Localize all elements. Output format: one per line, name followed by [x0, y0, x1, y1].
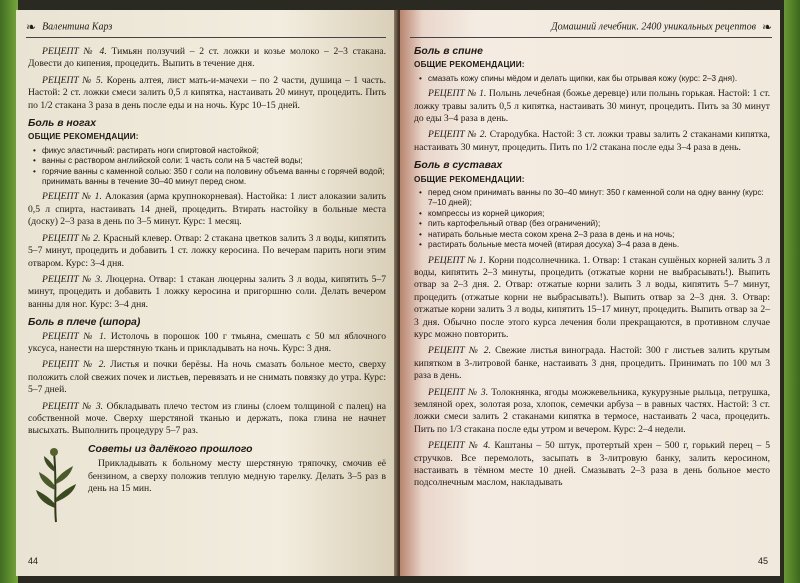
recipe-paragraph [28, 233, 386, 270]
section-heading-legs: Боль в ногах [28, 118, 96, 130]
ornament-icon: ❧ [761, 20, 772, 34]
recipe-paragraph [28, 274, 386, 311]
list-item: • горячие ванны с каменной солью: 350 г соли на половину объема ванны с горячей водой; принимать ванны в течение 30–40 минут перед сном. [28, 167, 386, 188]
recipe-text: Тимьян ползучий – 2 ст. ложки и козье молоко – 2–3 стакана. Довести до кипения, процедить. Выпить в течение дня. [28, 46, 386, 70]
ornament-icon: ❧ [26, 20, 37, 34]
recipe-paragraph [28, 331, 386, 356]
list-item: • ванны с раствором английской соли: 1 часть соли на 5 частей воды; [28, 156, 386, 166]
recipe-paragraph [414, 255, 770, 342]
section-heading-joints: Боль в суставах [414, 160, 503, 172]
recipe-label: РЕЦЕПТ № 3. [42, 400, 104, 412]
left-running-header [26, 18, 386, 36]
recipe-text: Алоказия (арма крупнокорневая). Настойка: 1 лист алоказии залить 0,5 л спирта, настаивать 14 дней, процедить. Втирать настойку в больные места (доску) 2–3 раза в день по 3–5 минут. Курс: 1 месяц. [28, 191, 387, 228]
recipe-text: Листья и почки берёзы. На ночь смазать больное место, сверху положить слой свежих почек и листьев, перевязать и не снимать повязку до утра. Курс: 5–7 дней. [28, 359, 387, 396]
recommendations-list [414, 188, 770, 250]
recipe-label: РЕЦЕПТ № 3. [428, 386, 489, 398]
left-page-body [28, 46, 386, 499]
recipe-label: РЕЦЕПТ № 4. [42, 46, 107, 57]
recommendations-list [414, 74, 770, 84]
recipe-text: Люцерна. Отвар: 1 стакан люцерны залить 3 л воды, кипятить 5–7 минут, процедить и добавить 1 ложку керосина и пригоршню соли. Делать вечером ванны для ног. Курс: 3–4 дня. [28, 273, 387, 310]
recipe-text: Красный клевер. Отвар: 2 стакана цветков залить 3 л воды, кипятить 5–7 минут, процедить и добавить 1 ст. ложку керосина. По вечерам парить ноги этим отваром. Курс: 3–4 дня. [28, 232, 386, 269]
recipe-text: Стародубка. Настой: 3 ст. ложки травы залить 2 стаканами кипятка, настаивать 30 минут, процедить. Пить по 1/2 стакана после еды 3–4 раза в день. [414, 129, 771, 153]
list-item: • натирать больные места соком хрена 2–3 раза в день и на ночь; [414, 230, 770, 240]
recipe-label: РЕЦЕПТ № 2. [428, 129, 487, 141]
list-item: • пить картофельный отвар (без ограничений); [414, 219, 770, 229]
section-heading-back: Боль в спине [414, 46, 483, 57]
background-green-right [784, 0, 800, 583]
herb-plant-icon [30, 444, 82, 524]
recipe-text: Свежие листья винограда. Настой: 300 г листьев залить крутым кипятком в 3-литровой банке, настаивать 3 дня, процедить. Принимать по 100 мл 3 раза в день. [414, 345, 770, 382]
recipe-paragraph [28, 401, 386, 438]
general-recommendations-title: ОБЩИЕ РЕКОМЕНДАЦИИ: [414, 174, 525, 184]
general-recommendations-title: ОБЩИЕ РЕКОМЕНДАЦИИ: [28, 132, 139, 142]
recipe-paragraph [414, 345, 770, 382]
recipe-text: Обкладывать плечо тестом из глины (слоем толщиной с палец) на собственной моче. Сверху шерстяной тканью и держать, пока глина не начнет высыхать. Выполнить процедуру 5–7 раз. [28, 400, 386, 437]
recipe-label: РЕЦЕПТ № 1. [42, 191, 102, 203]
page-number: 45 [757, 556, 768, 566]
list-item: • перед сном принимать ванны по 30–40 минут: 350 г каменной соли на одну ванну (курс: 7–10 дней); [414, 188, 770, 209]
recipe-text: Каштаны – 50 штук, протертый хрен – 500 г, горький перец – 5 стручков. Все перемолоть, засыпать в 3-литровую банку, залить керосином, настаивать в тёмном месте 10 дней. Смазывать 2–3 раза в день больное место подсолнечным маслом, накладывать [414, 440, 770, 489]
recipe-label: РЕЦЕПТ № 1. [428, 88, 487, 100]
page-number: 44 [28, 556, 39, 566]
recipe-text: Истолочь в порошок 100 г тмьяна, смешать с 50 мл яблочного уксуса, нанести на шерстяную ткань и прикладывать на ночь. Курс: 3 дня. [28, 330, 387, 354]
right-page [400, 10, 780, 576]
recipe-label: РЕЦЕПТ № 1. [428, 254, 487, 266]
recipe-label: РЕЦЕПТ № 2. [42, 232, 101, 244]
recipe-text: Толокнянка, ягоды можжевельника, кукурузные рыльца, петрушка, земляной орех, золотая роза, хлопок, семечки арбуза – в равных частях. Настой: 3 ст. ложки смеси залить 2 стаканами кипятка в термосе, настаивать 2 часа, процедить. Пить по 1/3 стакана после еды утром и вечером. Курс: 2–4 недели. [414, 386, 771, 435]
recipe-paragraph [414, 387, 770, 437]
recipe-label: РЕЦЕПТ № 3. [42, 273, 103, 285]
recipe-label: РЕЦЕПТ № 1. [42, 330, 107, 342]
advice-box [28, 444, 386, 496]
list-item: • смазать кожу спины мёдом и делать щипки, как бы отрывая кожу (курс: 2–3 дня). [414, 74, 770, 84]
recipe-paragraph [28, 359, 386, 396]
recipe-text: Корни подсолнечника. 1. Отвар: 1 стакан сушёных корней залить 3 л воды, кипятить 2–3 минуты, процедить (отжатые корни не выбрасывать!). Выпить отвар за 2–3 дня. 2. Отвар: отжатые корни залить 3 л воды, кипятить 5–7 минут, процедить (отжатые корни не выбрасывать!). Выпить отвар за 2–3 дня. 3. Отвар: отжатые корни залить 3 л воды, кипятить 15–17 минут, процедить. Выпить отвар за 2–3 дня. Обычно после этого курса лечения боли прекращаются, в противном случае курс можно повторить. [414, 254, 770, 340]
recipe-paragraph [414, 440, 770, 490]
recipe-label: РЕЦЕПТ № 2. [428, 345, 491, 357]
recipe-label: РЕЦЕПТ № 2. [42, 359, 106, 371]
list-item: • фикус эластичный: растирать ноги спиртовой настойкой; [28, 146, 386, 156]
header-title: Домашний лечебник. 2400 уникальных рецептов [551, 21, 756, 33]
advice-title: Советы из далёкого прошлого [88, 443, 253, 455]
recipe-text: Корень алтея, лист мать-и-мачехи – по 2 части, душица – 1 часть. Настой: 2 ст. ложки смеси залить 0,5 л кипятка, настаивать 20 минут, процедить. Пить по 1/2 стакана 3 раза в день после еды и на ночь. Курс 10–15 дней. [28, 74, 387, 111]
right-running-header [410, 18, 772, 36]
header-rule [410, 37, 772, 38]
advice-text: Прикладывать к больному месту шерстяную тряпочку, смочив её бензином, а сверху положив теплую медную тарелку. Делать 3–5 раз в день на 15 мин. [88, 458, 386, 494]
recipe-paragraph [414, 129, 770, 154]
recipe-paragraph [28, 75, 386, 112]
general-recommendations-title: ОБЩИЕ РЕКОМЕНДАЦИИ: [414, 60, 525, 70]
right-page-body [414, 46, 770, 494]
recipe-paragraph [414, 88, 770, 125]
header-title: Валентина Карз [42, 21, 113, 33]
recommendations-list [28, 146, 386, 188]
recipe-paragraph [28, 191, 386, 228]
left-page [16, 10, 396, 576]
recipe-paragraph [28, 46, 386, 71]
header-rule [26, 37, 386, 38]
section-heading-shoulder: Боль в плече (шпора) [28, 317, 141, 329]
recipe-text: Полынь лечебная (божье деревце) или полынь горькая. Настой: 1 ст. ложку травы залить 0,5 л кипятка, настаивать 30 минут, процедить. Пить за 30 минут до еды 3–4 раза в день. [414, 88, 770, 125]
list-item: • растирать больные места мочей (втирая досуха) 3–4 раза в день. [414, 240, 770, 250]
list-item: • компрессы из корней цикория; [414, 209, 770, 219]
recipe-label: РЕЦЕПТ № 4. [428, 440, 491, 452]
recipe-label: РЕЦЕПТ № 5. [42, 74, 104, 86]
